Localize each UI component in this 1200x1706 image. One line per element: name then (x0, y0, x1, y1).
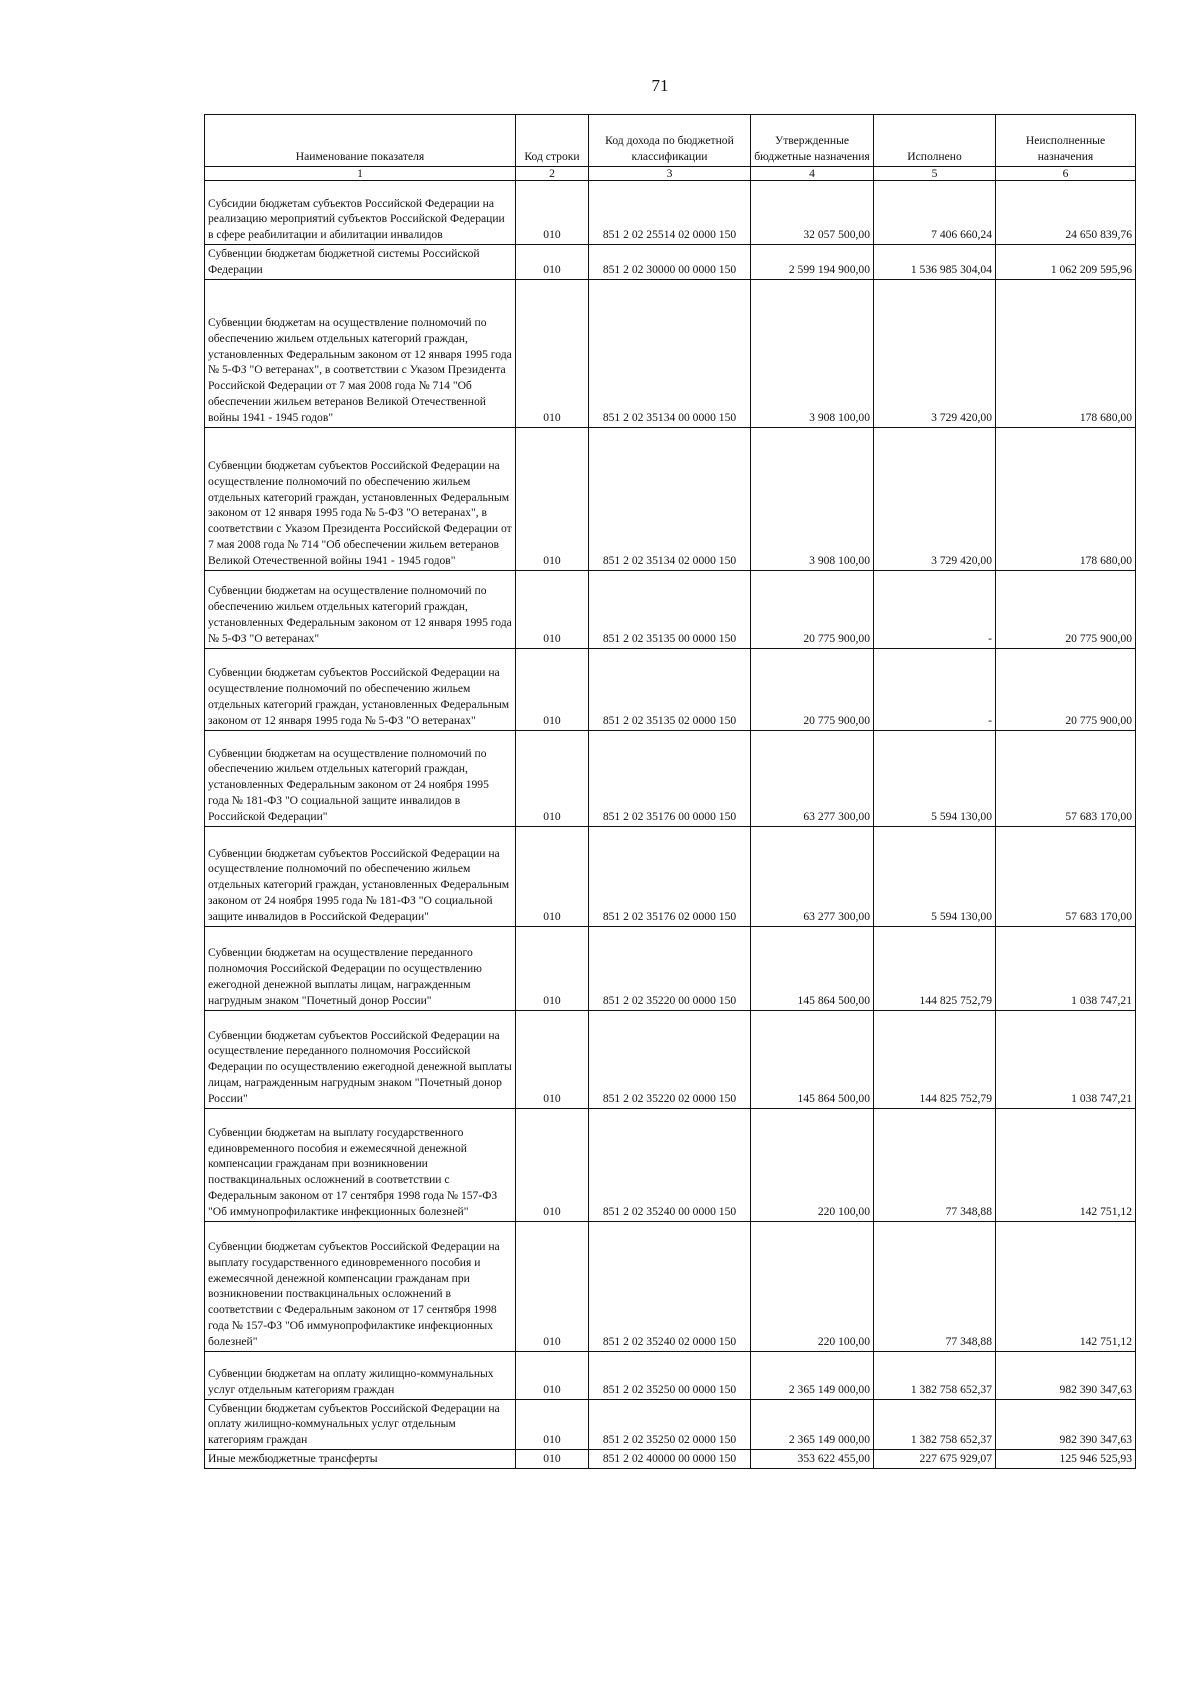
header-income-code: Код дохода по бюджетной классификации (589, 115, 751, 167)
executed-value: - (874, 648, 996, 730)
income-code: 851 2 02 35134 02 0000 150 (589, 427, 751, 570)
unexecuted-value: 20 775 900,00 (996, 648, 1136, 730)
table-row (205, 826, 1136, 926)
income-code: 851 2 02 35240 02 0000 150 (589, 1221, 751, 1351)
approved-value: 20 775 900,00 (751, 648, 874, 730)
header-unexecuted: Неисполненные назначения (996, 115, 1136, 167)
approved-value: 220 100,00 (751, 1108, 874, 1221)
indicator-name: Субвенции бюджетам на осуществление переданного полномочия Российской Федерации по осуществлению ежегодной денежной выплаты лицам, награжденным нагрудным знаком "Почетный донор России" (205, 926, 516, 1010)
row-code: 010 (516, 181, 589, 245)
unexecuted-value: 1 062 209 595,96 (996, 245, 1136, 280)
row-code: 010 (516, 1108, 589, 1221)
header-executed: Исполнено (874, 115, 996, 167)
row-code: 010 (516, 245, 589, 280)
executed-value: 144 825 752,79 (874, 926, 996, 1010)
executed-value: 77 348,88 (874, 1108, 996, 1221)
income-code: 851 2 02 35176 02 0000 150 (589, 826, 751, 926)
unexecuted-value: 982 390 347,63 (996, 1399, 1136, 1449)
unexecuted-value: 178 680,00 (996, 279, 1136, 427)
table-row (205, 1108, 1136, 1221)
row-code: 010 (516, 427, 589, 570)
row-code: 010 (516, 1221, 589, 1351)
table-row (205, 1010, 1136, 1108)
indicator-name: Субвенции бюджетам бюджетной системы Российской Федерации (205, 245, 516, 280)
row-code: 010 (516, 730, 589, 826)
row-code: 010 (516, 570, 589, 648)
indicator-name: Субвенции бюджетам на осуществление полномочий по обеспечению жильем отдельных категорий граждан, установленных Федеральным законом от 12 января 1995 года № 5-ФЗ "О ветеранах", в соответствии с Указом Президента Российской Федерации от 7 мая 2008 года № 714 "Об обеспечении жильем ветеранов Великой Отечественной войны 1941 - 1945 годов" (205, 279, 516, 427)
executed-value: 1 382 758 652,37 (874, 1351, 996, 1399)
income-code: 851 2 02 35135 02 0000 150 (589, 648, 751, 730)
income-code: 851 2 02 25514 02 0000 150 (589, 181, 751, 245)
row-code: 010 (516, 826, 589, 926)
executed-value: 7 406 660,24 (874, 181, 996, 245)
indicator-name: Субвенции бюджетам субъектов Российской Федерации на осуществление переданного полномочия Российской Федерации по осуществлению ежегодной денежной выплаты лицам, награжденным нагрудным знаком "Почетный донор России" (205, 1010, 516, 1108)
table-row (205, 279, 1136, 427)
approved-value: 3 908 100,00 (751, 427, 874, 570)
approved-value: 20 775 900,00 (751, 570, 874, 648)
column-number: 2 (516, 167, 589, 181)
approved-value: 2 365 149 000,00 (751, 1351, 874, 1399)
indicator-name: Иные межбюджетные трансферты (205, 1449, 516, 1468)
column-number-row (205, 167, 1136, 181)
unexecuted-value: 1 038 747,21 (996, 926, 1136, 1010)
income-code: 851 2 02 35240 00 0000 150 (589, 1108, 751, 1221)
income-code: 851 2 02 35220 00 0000 150 (589, 926, 751, 1010)
row-code: 010 (516, 279, 589, 427)
budget-execution-table (204, 114, 1136, 1469)
header-row-code: Код строки (516, 115, 589, 167)
unexecuted-value: 24 650 839,76 (996, 181, 1136, 245)
indicator-name: Субвенции бюджетам субъектов Российской Федерации на осуществление полномочий по обеспечению жильем отдельных категорий граждан, установленных Федеральным законом от 24 ноября 1995 года № 181-ФЗ "О социальной защите инвалидов в Российской Федерации" (205, 826, 516, 926)
indicator-name: Субвенции бюджетам на осуществление полномочий по обеспечению жильем отдельных категорий граждан, установленных Федеральным законом от 12 января 1995 года № 5-ФЗ "О ветеранах" (205, 570, 516, 648)
approved-value: 145 864 500,00 (751, 926, 874, 1010)
table-row (205, 1449, 1136, 1468)
approved-value: 2 365 149 000,00 (751, 1399, 874, 1449)
table-row (205, 427, 1136, 570)
unexecuted-value: 142 751,12 (996, 1221, 1136, 1351)
table-row (205, 648, 1136, 730)
column-number: 1 (205, 167, 516, 181)
income-code: 851 2 02 35250 00 0000 150 (589, 1351, 751, 1399)
income-code: 851 2 02 40000 00 0000 150 (589, 1449, 751, 1468)
table-row (205, 926, 1136, 1010)
unexecuted-value: 178 680,00 (996, 427, 1136, 570)
header-indicator-name: Наименование показателя (205, 115, 516, 167)
approved-value: 220 100,00 (751, 1221, 874, 1351)
indicator-name: Субвенции бюджетам субъектов Российской Федерации на осуществление полномочий по обеспечению жильем отдельных категорий граждан, установленных Федеральным законом от 12 января 1995 года № 5-ФЗ "О ветеранах", в соответствии с Указом Президента Российской Федерации от 7 мая 2008 года № 714 "Об обеспечении жильем ветеранов Великой Отечественной войны 1941 - 1945 годов" (205, 427, 516, 570)
column-number: 5 (874, 167, 996, 181)
table-row (205, 730, 1136, 826)
income-code: 851 2 02 30000 00 0000 150 (589, 245, 751, 280)
page-number: 71 (651, 76, 669, 95)
table-row (205, 1399, 1136, 1449)
unexecuted-value: 20 775 900,00 (996, 570, 1136, 648)
approved-value: 63 277 300,00 (751, 826, 874, 926)
executed-value: 5 594 130,00 (874, 826, 996, 926)
indicator-name: Субсидии бюджетам субъектов Российской Федерации на реализацию мероприятий субъектов Российской Федерации в сфере реабилитации и абилитации инвалидов (205, 181, 516, 245)
unexecuted-value: 125 946 525,93 (996, 1449, 1136, 1468)
unexecuted-value: 982 390 347,63 (996, 1351, 1136, 1399)
unexecuted-value: 142 751,12 (996, 1108, 1136, 1221)
approved-value: 353 622 455,00 (751, 1449, 874, 1468)
approved-value: 63 277 300,00 (751, 730, 874, 826)
approved-value: 2 599 194 900,00 (751, 245, 874, 280)
executed-value: - (874, 570, 996, 648)
table-row (205, 1221, 1136, 1351)
unexecuted-value: 1 038 747,21 (996, 1010, 1136, 1108)
income-code: 851 2 02 35176 00 0000 150 (589, 730, 751, 826)
header-approved: Утвержденные бюджетные назначения (751, 115, 874, 167)
indicator-name: Субвенции бюджетам субъектов Российской Федерации на выплату государственного единовременного пособия и ежемесячной денежной компенсации гражданам при возникновении поствакцинальных осложнений в соответствии с Федеральным законом от 17 сентября 1998 года № 157-ФЗ "Об иммунопрофилактике инфекционных болезней" (205, 1221, 516, 1351)
unexecuted-value: 57 683 170,00 (996, 826, 1136, 926)
row-code: 010 (516, 1449, 589, 1468)
indicator-name: Субвенции бюджетам на оплату жилищно-коммунальных услуг отдельным категориям граждан (205, 1351, 516, 1399)
table-row (205, 570, 1136, 648)
row-code: 010 (516, 648, 589, 730)
indicator-name: Субвенции бюджетам на осуществление полномочий по обеспечению жильем отдельных категорий граждан, установленных Федеральным законом от 24 ноября 1995 года № 181-ФЗ "О социальной защите инвалидов в Российской Федерации" (205, 730, 516, 826)
executed-value: 77 348,88 (874, 1221, 996, 1351)
row-code: 010 (516, 1399, 589, 1449)
executed-value: 1 382 758 652,37 (874, 1399, 996, 1449)
approved-value: 32 057 500,00 (751, 181, 874, 245)
column-number: 4 (751, 167, 874, 181)
income-code: 851 2 02 35250 02 0000 150 (589, 1399, 751, 1449)
indicator-name: Субвенции бюджетам на выплату государственного единовременного пособия и ежемесячной денежной компенсации гражданам при возникновении поствакцинальных осложнений в соответствии с Федеральным законом от 17 сентября 1998 года № 157-ФЗ "Об иммунопрофилактике инфекционных болезней" (205, 1108, 516, 1221)
executed-value: 144 825 752,79 (874, 1010, 996, 1108)
executed-value: 5 594 130,00 (874, 730, 996, 826)
approved-value: 3 908 100,00 (751, 279, 874, 427)
indicator-name: Субвенции бюджетам субъектов Российской Федерации на оплату жилищно-коммунальных услуг отдельным категориям граждан (205, 1399, 516, 1449)
column-number: 3 (589, 167, 751, 181)
table-row (205, 1351, 1136, 1399)
column-number: 6 (996, 167, 1136, 181)
executed-value: 227 675 929,07 (874, 1449, 996, 1468)
row-code: 010 (516, 926, 589, 1010)
header-row (205, 115, 1136, 167)
approved-value: 145 864 500,00 (751, 1010, 874, 1108)
income-code: 851 2 02 35134 00 0000 150 (589, 279, 751, 427)
table-row (205, 181, 1136, 245)
row-code: 010 (516, 1351, 589, 1399)
executed-value: 1 536 985 304,04 (874, 245, 996, 280)
row-code: 010 (516, 1010, 589, 1108)
indicator-name: Субвенции бюджетам субъектов Российской Федерации на осуществление полномочий по обеспечению жильем отдельных категорий граждан, установленных Федеральным законом от 12 января 1995 года № 5-ФЗ "О ветеранах" (205, 648, 516, 730)
table-row (205, 245, 1136, 280)
executed-value: 3 729 420,00 (874, 427, 996, 570)
executed-value: 3 729 420,00 (874, 279, 996, 427)
income-code: 851 2 02 35220 02 0000 150 (589, 1010, 751, 1108)
unexecuted-value: 57 683 170,00 (996, 730, 1136, 826)
income-code: 851 2 02 35135 00 0000 150 (589, 570, 751, 648)
